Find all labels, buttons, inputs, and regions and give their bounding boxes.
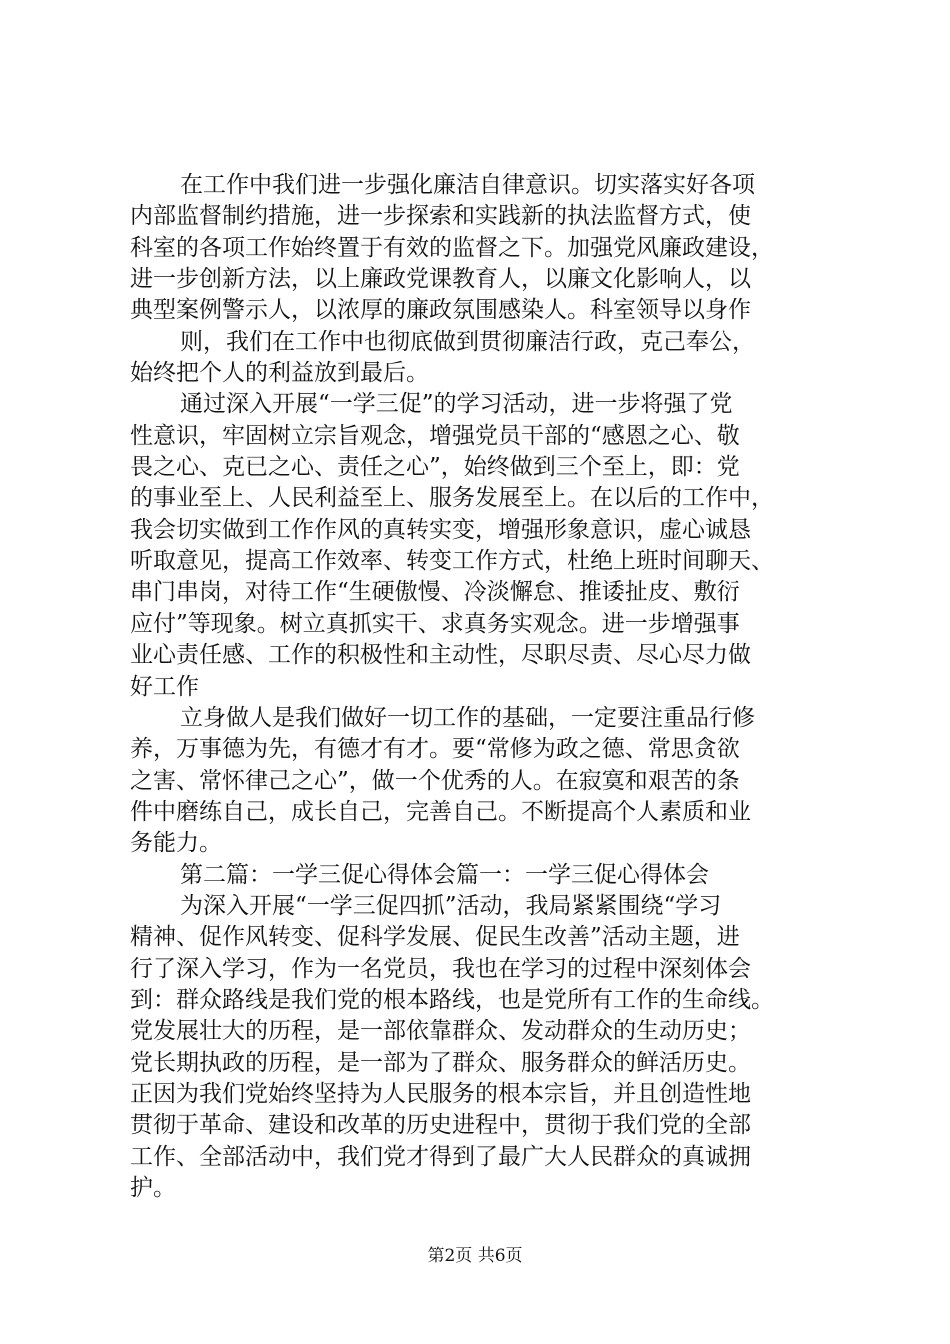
text-line: 串门串岗，对待工作“生硬傲慢、冷淡懈怠、推诿扯皮、敷衍 <box>130 579 740 606</box>
text-line: 典型案例警示人，以浓厚的廉政氛围感染人。科室领导以身作 <box>130 297 751 324</box>
text-line: 听取意见，提高工作效率、转变工作方式，杜绝上班时间聊天、 <box>130 548 774 575</box>
text-line: 养，万事德为先，有德才有才。要“常修为政之德、常思贪欲 <box>130 736 740 763</box>
text-line: 件中磨练自己，成长自己，完善自己。不断提高个人素质和业 <box>130 798 751 825</box>
text-line: 我会切实做到工作作风的真转实变，增强形象意识，虚心诚恳 <box>130 516 751 543</box>
text-line: 在工作中我们进一步强化廉洁自律意识。切实落实好各项 <box>180 172 755 198</box>
text-line: 贯彻于革命、建设和改革的历史进程中，贯彻于我们党的全部 <box>130 1112 751 1139</box>
text-line: 到：群众路线是我们党的根本路线，也是党所有工作的生命线。 <box>130 986 774 1013</box>
text-line: 应付”等现象。树立真抓实干、求真务实观念。进一步增强事 <box>130 610 740 637</box>
text-line: 的事业至上、人民利益至上、服务发展至上。在以后的工作中， <box>130 485 774 512</box>
text-line: 进一步创新方法，以上廉政党课教育人，以廉文化影响人，以 <box>130 266 751 293</box>
text-line: 畏之心、克已之心、责任之心”，始终做到三个至上，即：党 <box>130 454 740 481</box>
text-line: 护。 <box>130 1175 176 1201</box>
text-line: 始终把个人的利益放到最后。 <box>130 360 429 387</box>
text-line: 务能力。 <box>130 830 222 857</box>
text-line: 精神、促作风转变、促科学发展、促民生改善”活动主题，进 <box>130 924 740 951</box>
text-line: 第二篇：一学三促心得体会篇一：一学三促心得体会 <box>180 861 709 888</box>
text-line: 科室的各项工作始终置于有效的监督之下。加强党风廉政建设， <box>130 234 774 261</box>
page-footer: 第2页 共6页 <box>427 1246 523 1266</box>
text-line: 内部监督制约措施，进一步探索和实践新的执法监督方式，使 <box>130 203 751 230</box>
text-line: 则，我们在工作中也彻底做到贯彻廉洁行政，克己奉公， <box>180 328 755 355</box>
text-line: 正因为我们党始终坚持为人民服务的根本宗旨，并且创造性地 <box>130 1080 751 1107</box>
text-line: 行了深入学习，作为一名党员，我也在学习的过程中深刻体会 <box>130 955 751 982</box>
text-line: 党长期执政的历程，是一部为了群众、服务群众的鲜活历史。 <box>130 1049 751 1076</box>
text-line: 立身做人是我们做好一切工作的基础，一定要注重品行修 <box>180 704 755 731</box>
text-line: 为深入开展“一学三促四抓”活动，我局紧紧围绕“学习 <box>180 892 722 919</box>
text-line: 通过深入开展“一学三促”的学习活动，进一步将强了党 <box>180 391 733 418</box>
text-line: 党发展壮大的历程，是一部依靠群众、发动群众的生动历史； <box>130 1018 751 1045</box>
text-line: 之害、常怀律己之心”，做一个优秀的人。在寂寞和艰苦的条 <box>130 767 740 794</box>
document-body <box>130 170 840 1204</box>
text-line: 性意识，牢固树立宗旨观念，增强党员干部的“感恩之心、敬 <box>130 422 740 449</box>
text-line: 业心责任感、工作的积极性和主动性，尽职尽责、尽心尽力做 <box>130 642 751 669</box>
text-line: 好工作 <box>130 673 199 700</box>
text-line: 工作、全部活动中，我们党才得到了最广大人民群众的真诚拥 <box>130 1143 751 1170</box>
